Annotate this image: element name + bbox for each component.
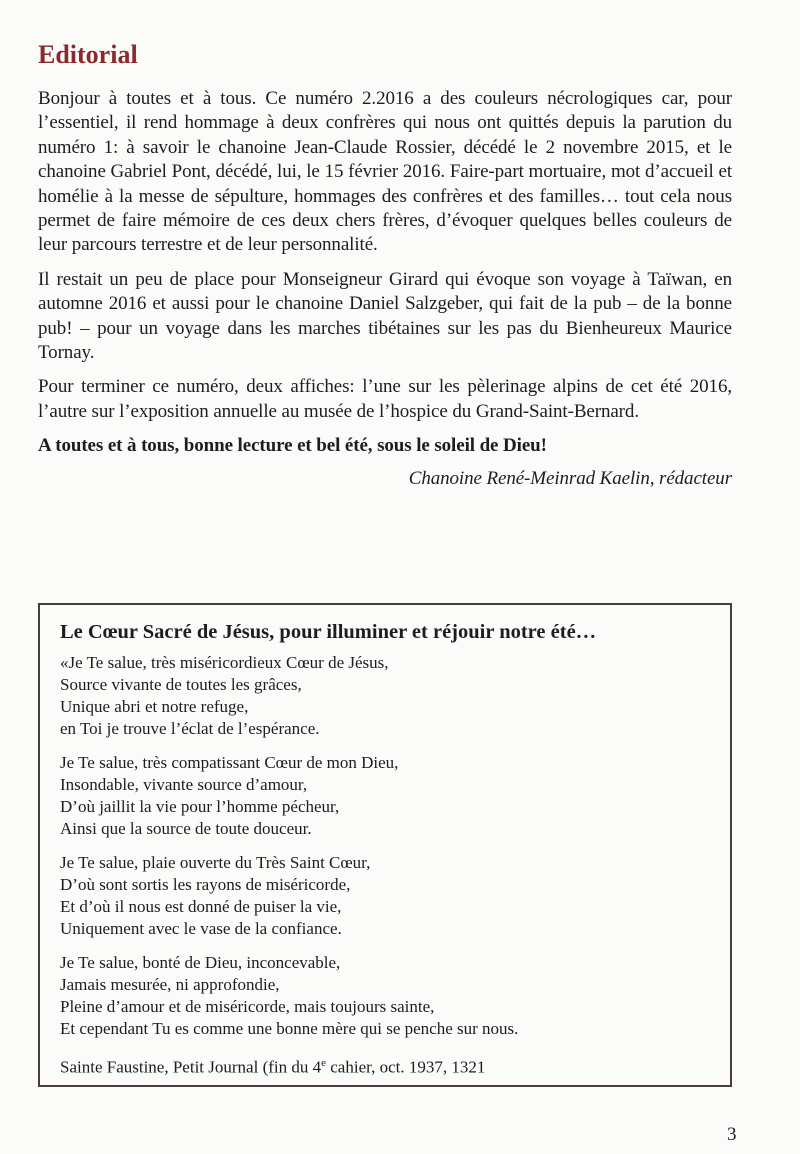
prayer-title: Le Cœur Sacré de Jésus, pour illuminer et réjouir notre été… xyxy=(60,621,597,643)
prayer-line: Insondable, vivante source d’amour, xyxy=(60,775,308,794)
prayer-line: Pleine d’amour et de miséricorde, mais toujours sainte, xyxy=(60,997,435,1016)
prayer-line: D’où jaillit la vie pour l’homme pécheur, xyxy=(60,797,340,816)
page-number: 3 xyxy=(727,1124,737,1145)
prayer-stanza xyxy=(60,752,710,840)
editorial-signature: Chanoine René-Meinrad Kaelin, rédacteur xyxy=(408,467,732,489)
editorial-paragraph: Pour terminer ce numéro, deux affiches: l’une sur les pèlerinage alpins de cet été 2016, l’autre sur l’exposition annuelle au musée de l’hospice du Grand-Saint-Bernard. xyxy=(38,376,732,422)
prayer-line: Ainsi que la source de toute douceur. xyxy=(60,819,312,838)
prayer-line: Je Te salue, très compatissant Cœur de mon Dieu, xyxy=(60,753,399,772)
editorial-closing: A toutes et à tous, bonne lecture et bel été, sous le soleil de Dieu! xyxy=(38,435,547,457)
prayer-line: Et d’où il nous est donné de puiser la vie, xyxy=(60,897,342,916)
editorial-title: Editorial xyxy=(38,40,138,69)
prayer-stanza xyxy=(60,852,710,940)
prayer-stanza xyxy=(60,652,710,740)
prayer-box xyxy=(38,603,732,1087)
prayer-line: en Toi je trouve l’éclat de l’espérance. xyxy=(60,719,320,738)
prayer-line: Source vivante de toutes les grâces, xyxy=(60,675,302,694)
prayer-line: Et cependant Tu es comme une bonne mère qui se penche sur nous. xyxy=(60,1019,519,1038)
prayer-source-superscript: e xyxy=(321,1057,326,1069)
prayer-line: «Je Te salue, très miséricordieux Cœur de Jésus, xyxy=(60,653,389,672)
prayer-line: Unique abri et notre refuge, xyxy=(60,697,249,716)
prayer-source-text: Sainte Faustine, Petit Journal (fin du 4 xyxy=(60,1057,322,1077)
prayer-line: Je Te salue, bonté de Dieu, inconcevable, xyxy=(60,953,341,972)
editorial-paragraph: Il restait un peu de place pour Monseigneur Girard qui évoque son voyage à Taïwan, en automne 2016 et aussi pour le chanoine Daniel Salzgeber, qui fait de la pub – de la bonne pub! – pour un voyage dans les marches tibétaines sur les pas du Bienheureux Maurice Tornay. xyxy=(38,268,732,364)
prayer-source xyxy=(60,1052,710,1079)
prayer-stanza xyxy=(60,952,710,1040)
prayer-source-text-end: cahier, oct. 1937, 1321 xyxy=(326,1057,486,1077)
prayer-line: Je Te salue, plaie ouverte du Très Saint Cœur, xyxy=(60,853,371,872)
prayer-line: Uniquement avec le vase de la confiance. xyxy=(60,919,342,938)
editorial-body xyxy=(38,87,732,491)
prayer-line: D’où sont sortis les rayons de miséricorde, xyxy=(60,875,351,894)
editorial-paragraph: Bonjour à toutes et à tous. Ce numéro 2.2016 a des couleurs nécrologiques car, pour l’essentiel, il rend hommage à deux confrères qui nous ont quittés depuis la parution du numéro 1: à savoir le chanoine Jean-Claude Rossier, décédé le 2 novembre 2015, et le chanoine Gabriel Pont, décédé, lui, le 15 février 2016. Faire-part mortuaire, mot d’accueil et homélie à la messe de sépulture, hommages des confrères et des familles… tout cela nous permet de faire mémoire de ces deux chers frères, d’évoquer quelques belles couleurs de leur parcours terrestre et de leur personnalité. xyxy=(38,88,732,256)
prayer-line: Jamais mesurée, ni approfondie, xyxy=(60,975,280,994)
